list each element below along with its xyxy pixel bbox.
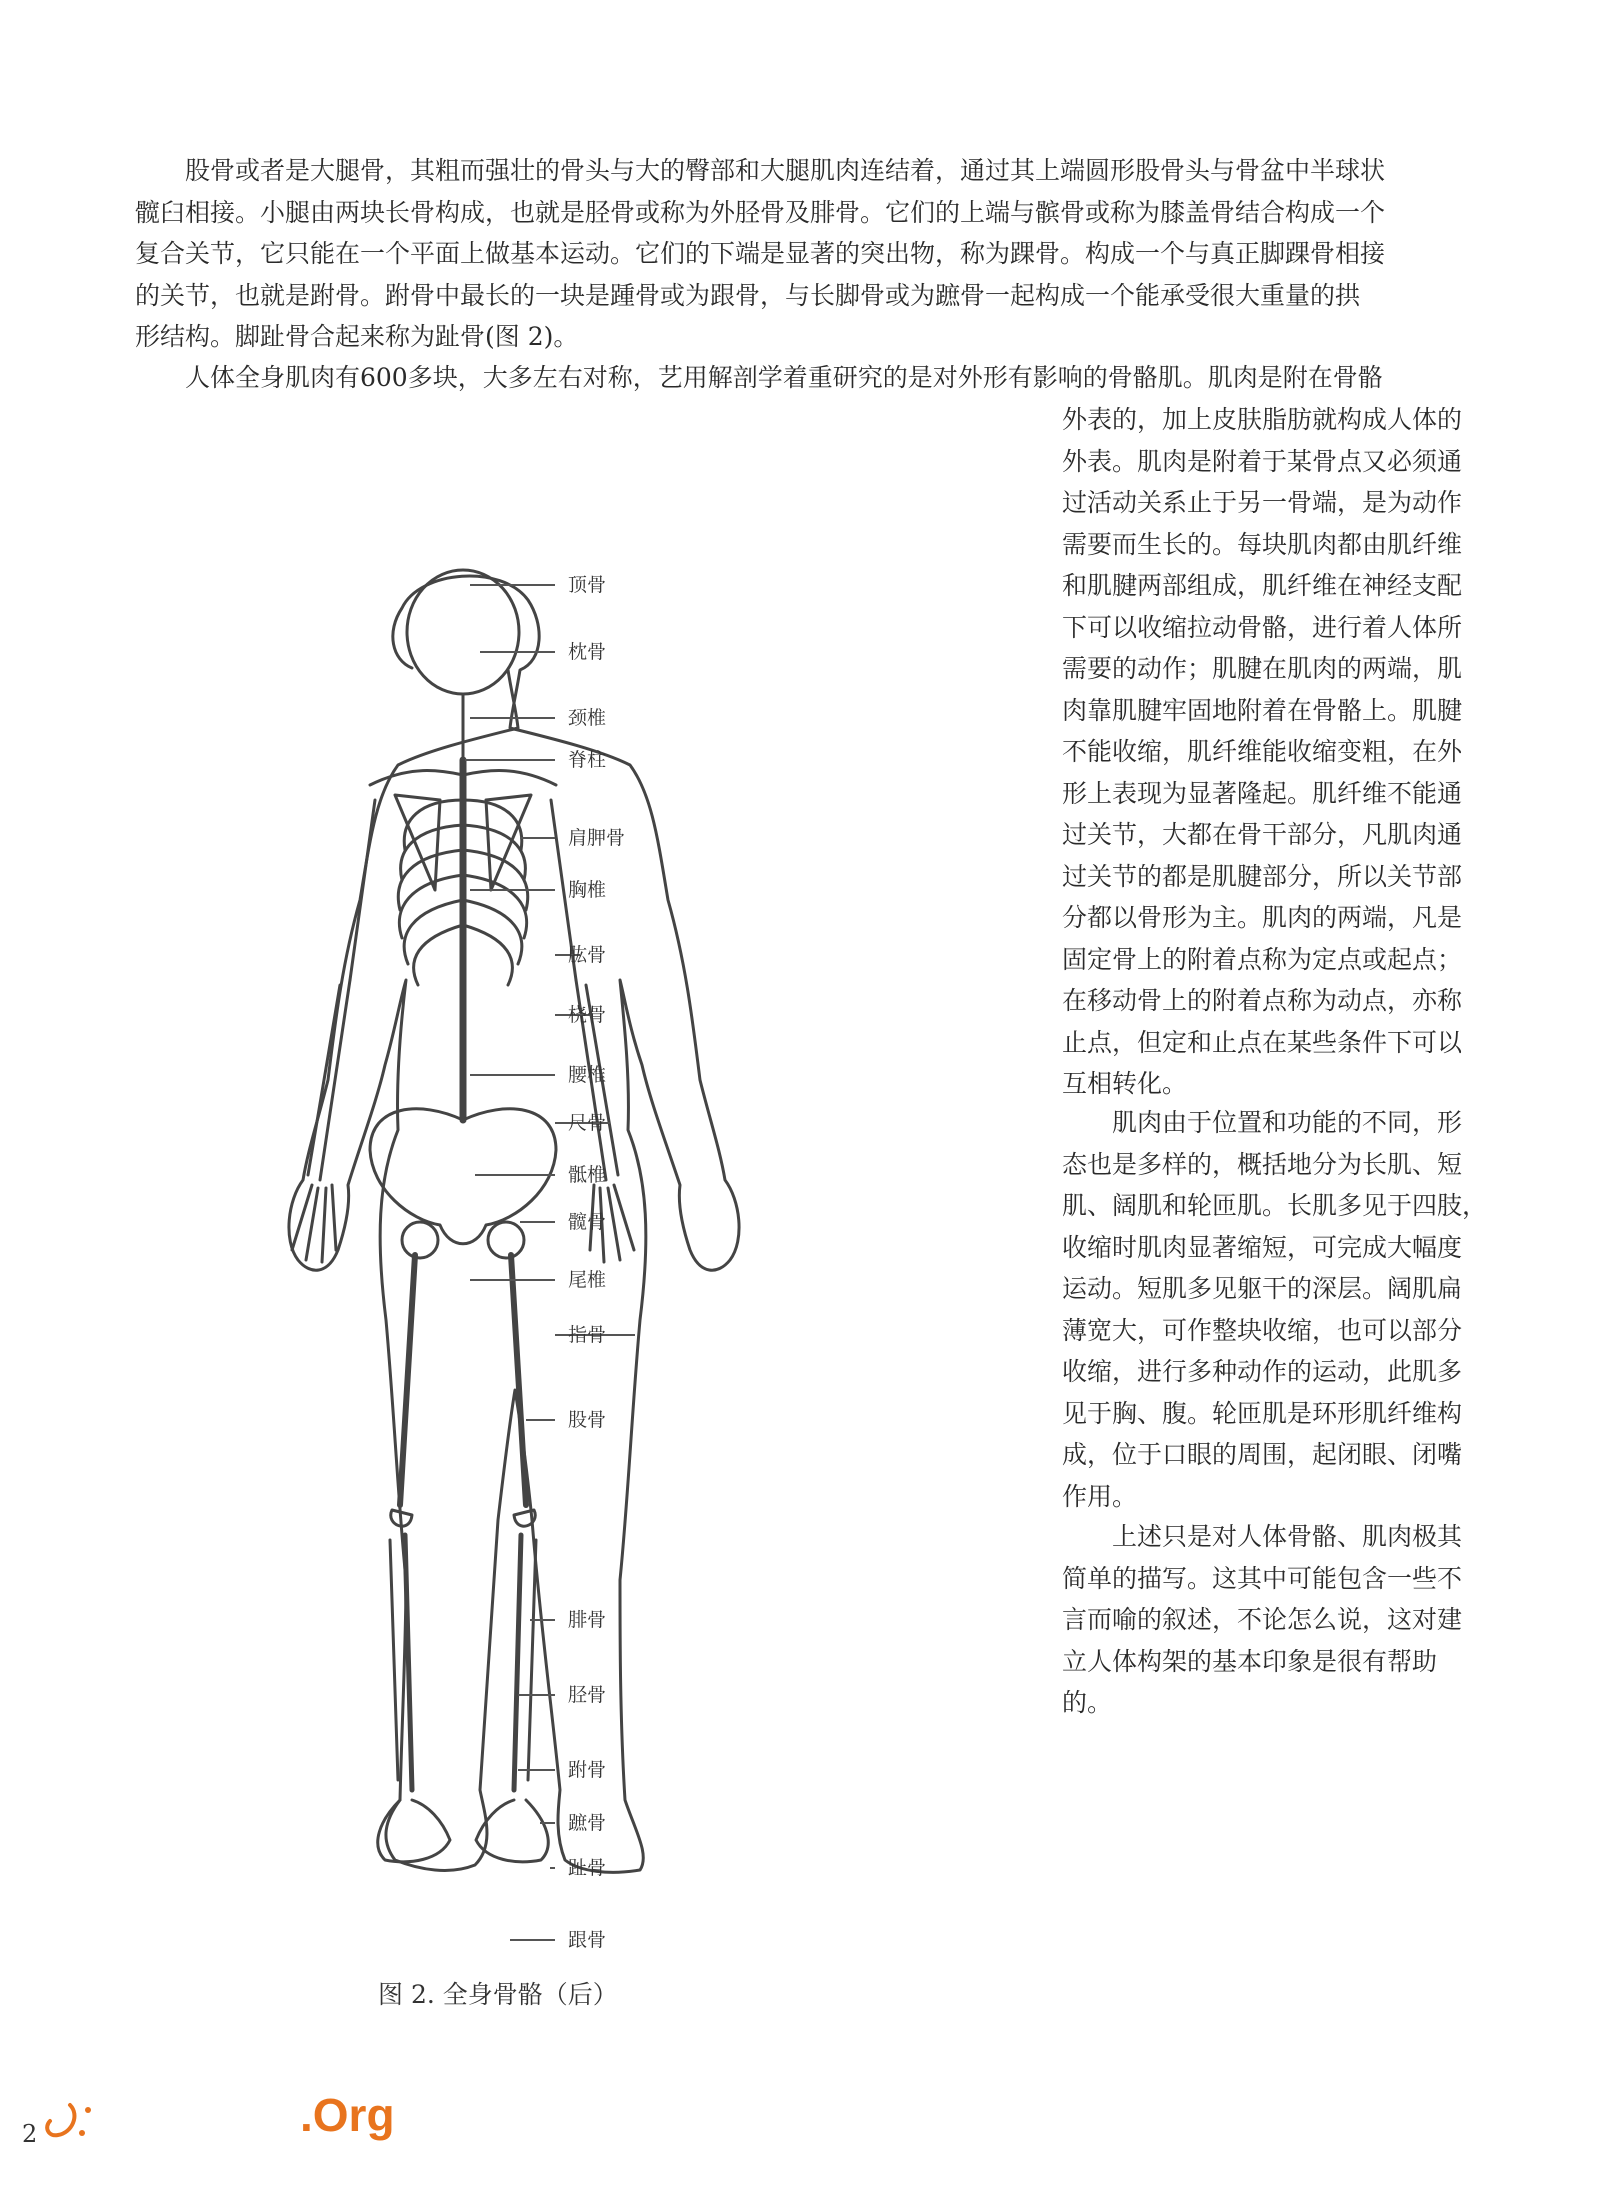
fibula-right (528, 1540, 536, 1780)
text-line: 外表的，加上皮肤脂肪就构成人体的 (1062, 405, 1463, 434)
label-fibula: 腓骨 (568, 1609, 607, 1631)
label-metatarsal: 蹠骨 (568, 1812, 607, 1834)
text-line: 见于胸、腹。轮匝肌是环形肌纤维构 (1062, 1398, 1463, 1428)
text-line: 收缩，进行多种动作的运动，此肌多 (1062, 1357, 1463, 1386)
text-line: 股骨或者是大腿骨，其粗而强壮的骨头与大的臀部和大腿肌肉连结着，通过其上端圆形股骨头与骨盆中半球状 (185, 156, 1386, 185)
humerus-left (350, 800, 375, 980)
hip-right (488, 1222, 524, 1258)
paragraph-muscle-intro (135, 357, 1493, 399)
label-hip: 髋骨 (568, 1211, 607, 1233)
text-line: 互相转化。 (1062, 1069, 1188, 1098)
label-parietal: 顶骨 (568, 574, 607, 596)
label-calcaneus: 跟骨 (568, 1929, 607, 1951)
text-line: 成，位于口眼的周围，起闭眼、闭嘴 (1062, 1440, 1463, 1469)
text-line: 复合关节，它只能在一个平面上做基本运动。它们的下端是显著的突出物，称为踝骨。构成一个与真正脚踝骨相接 (135, 239, 1386, 268)
label-ulna: 尺骨 (568, 1112, 607, 1134)
text-line: 需要而生长的。每块肌肉都由肌纤维 (1062, 529, 1463, 559)
text-line: 不能收缩，肌纤维能收缩变粗，在外 (1062, 737, 1463, 766)
text-line: 形结构。脚趾骨合起来称为趾骨(图 2)。 (135, 322, 579, 351)
text-line: 肌、阔肌和轮匝肌。长肌多见于四肢， (1062, 1191, 1488, 1220)
label-lumbar: 腰椎 (568, 1064, 607, 1086)
text-line: 态也是多样的，概括地分为长肌、短 (1062, 1149, 1463, 1179)
text-line: 的。 (1062, 1688, 1113, 1717)
paragraph-summary (1062, 1516, 1494, 1724)
hip-left (402, 1222, 438, 1258)
label-humerus: 肱骨 (568, 944, 607, 966)
text-line: 立人体构架的基本印象是很有帮助 (1062, 1646, 1438, 1676)
text-line: 和肌腱两部组成，肌纤维在神经支配 (1062, 571, 1463, 600)
label-toes: 趾骨 (568, 1857, 607, 1879)
watermark-text: .Org (300, 2089, 395, 2141)
femur-right (511, 1255, 526, 1505)
paragraph-muscle-continued (1062, 399, 1494, 1105)
paragraph-femur (135, 150, 1493, 358)
text-line: 过活动关系止于另一骨端，是为动作 (1062, 488, 1463, 517)
label-phalanges: 指骨 (568, 1324, 607, 1346)
label-scapula: 肩胛骨 (568, 827, 626, 849)
skull (407, 570, 519, 694)
figure-caption: 图 2. 全身骨骼（后） (378, 1980, 618, 2009)
logo-swirl-icon (30, 2085, 100, 2155)
label-sacrum: 骶椎 (568, 1164, 607, 1186)
text-line: 的关节，也就是跗骨。跗骨中最长的一块是踵骨或为跟骨，与长脚骨或为蹠骨一起构成一个能承受很大重量的拱 (135, 280, 1361, 310)
tibia-left (405, 1535, 412, 1790)
hand-left (292, 1185, 336, 1262)
text-line: 外表。肌肉是附着于某骨点又必须通 (1062, 446, 1463, 476)
text-line: 形上表现为显著隆起。肌纤维不能通 (1062, 778, 1463, 808)
text-line: 止点，但定和止点在某些条件下可以 (1062, 1027, 1463, 1057)
label-coccyx: 尾椎 (568, 1269, 607, 1291)
text-line: 言而喻的叙述，不论怎么说，这对建 (1062, 1605, 1463, 1634)
text-line: 需要的动作；肌腱在肌肉的两端，肌 (1062, 654, 1463, 683)
text-line: 肌肉由于位置和功能的不同，形 (1112, 1108, 1463, 1137)
paragraph-muscle-types (1062, 1102, 1494, 1517)
label-cervical: 颈椎 (568, 707, 607, 729)
text-line: 收缩时肌肉显著缩短，可完成大幅度 (1062, 1232, 1463, 1262)
label-tarsal: 跗骨 (568, 1759, 607, 1781)
leader-lines (465, 585, 635, 1940)
text-line: 分都以骨形为主。肌肉的两端，凡是 (1062, 903, 1463, 932)
tibia-right (514, 1535, 521, 1790)
text-line: 上述只是对人体骨骼、肌肉极其 (1112, 1522, 1463, 1551)
label-thoracic: 胸椎 (568, 879, 607, 901)
page-number: 2 (22, 2120, 38, 2148)
text-line: 过关节，大都在骨干部分，凡肌肉通 (1062, 820, 1463, 849)
text-line: 肉靠肌腱牢固地附着在骨骼上。肌腱 (1062, 695, 1463, 725)
text-line: 过关节的都是肌腱部分，所以关节部 (1062, 861, 1463, 891)
fibula-left (390, 1540, 398, 1780)
text-line: 下可以收缩拉动骨骼，进行着人体所 (1062, 612, 1463, 642)
skeleton-illustration (180, 560, 880, 1990)
femur-left (400, 1255, 415, 1505)
label-femur: 股骨 (568, 1409, 607, 1431)
foot-left (378, 1800, 450, 1862)
text-line: 运动。短肌多见躯干的深层。阔肌扁 (1062, 1274, 1463, 1303)
label-tibia: 胫骨 (568, 1684, 607, 1706)
label-radius: 桡骨 (568, 1004, 607, 1026)
text-line: 简单的描写。这其中可能包含一些不 (1062, 1563, 1463, 1593)
skeleton-figure (180, 560, 880, 1990)
label-spine: 脊柱 (568, 749, 607, 771)
label-occipital: 枕骨 (568, 641, 607, 663)
text-line: 髋臼相接。小腿由两块长骨构成，也就是胫骨或称为外胫骨及腓骨。它们的上端与髌骨或称为膝盖骨结合构成一个 (135, 197, 1386, 227)
text-line: 薄宽大，可作整块收缩，也可以部分 (1062, 1315, 1463, 1345)
text-line: 固定骨上的附着点称为定点或起点； (1062, 944, 1463, 974)
text-line: 人体全身肌肉有600多块，大多左右对称，艺用解剖学着重研究的是对外形有影响的骨骼肌。肌肉是附在骨骼 (185, 363, 1383, 392)
text-line: 作用。 (1062, 1481, 1138, 1511)
text-line: 在移动骨上的附着点称为动点，亦称 (1062, 986, 1463, 1015)
